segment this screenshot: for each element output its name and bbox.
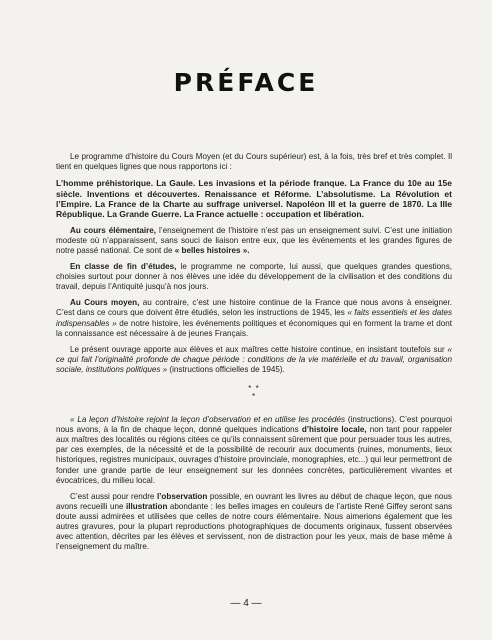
elementaire-text: l’enseignement de l’histoire n’est pas un enseignement suivi. C’est une initiation modeste où n’apparaissent, sans souci de liaison entre eux, que les événements et les grandes figures de notre passé national. Ce sont de	[56, 225, 452, 255]
observation-text-2: possible, en ouvrant les livres au début de chaque leçon, que nous avons recueilli une	[56, 491, 452, 511]
observation-bold-1: l’observation	[156, 491, 208, 501]
fin-etudes-text: le programme ne comporte, lui aussi, que quelques grandes questions, choisies surtout pour donner à nos élèves une idée du développement de la civilisation et des conditions du travail, depuis l’Antiquité jusqu’à nos jours.	[56, 262, 452, 292]
moyen-lead: Au Cours moyen,	[70, 298, 140, 308]
fin-etudes-paragraph	[56, 262, 452, 292]
moyen-quote: « faits essentiels et les dates indispensables »	[56, 308, 452, 328]
elementaire-emph: « belles histoires ».	[174, 246, 250, 255]
lecon-text-1: (instructions). C’est pourquoi nous avons, à la fin de chaque leçon, donné quelques indications	[56, 415, 452, 435]
present-text-2: (instructions officielles de 1945).	[167, 364, 285, 374]
observation-text-1: C’est aussi pour rendre	[70, 491, 157, 501]
elementaire-paragraph	[56, 226, 452, 256]
text-body	[56, 152, 452, 558]
intro-paragraph: Le programme d’histoire du Cours Moyen (et du Cours supérieur) est, à la fois, très bref et très complet. Il tient en quelques lignes que nous rapportons ici :	[56, 152, 452, 172]
lecon-bold: d’histoire locale,	[301, 425, 367, 435]
page-number: — 4 —	[230, 598, 262, 609]
program-list: L’homme préhistorique. La Gaule. Les invasions et la période franque. La France du 10e au 15e siècle. Inventions et découvertes. Renaissance et Réforme. L’absolutisme. La Révolution et l’Empire. La France de la Charte au suffrage universel. Napoléon III et la guerre de 1870. La IIIe République. La Grande Guerre. La France actuelle : occupation et libération.	[56, 178, 452, 220]
lecon-quote: « La leçon d’histoire rejoint la leçon d’observation et en utilise les procédés	[70, 415, 346, 425]
page-title: PRÉFACE	[173, 68, 319, 97]
lecon-paragraph	[56, 415, 452, 486]
observation-text-3: abondante : les belles images en couleurs de l’artiste René Giffey seront sans doute aussi admirées et utilisées que celles de notre cours élémentaire. Nous aimerions également que les autres gravures, pour la plupart reproductions photographiques de documents originaux, fussent observées avec attention, décrites par les élèves et servissent, non de distraction pour les yeux, mais de base même à l’enseignement du maître.	[56, 501, 452, 552]
lecon-text-2: non tant pour rappeler aux maîtres des localités ou régions citées ce qu’ils connaissent sûrement que pour persuader tous les autres, par ces exemples, de la nécessité et de la possibilité de recourir aux documents (ruines, monuments, lieux historiques, registres municipaux, ouvrages d’histoire provinciale, monographies, etc...) qui leur permettront de fonder une grande partie de leur enseignement sur les données concrètes, particulièrement vivantes et évocatrices, du milieu local.	[56, 425, 452, 485]
observation-paragraph	[56, 492, 452, 553]
moyen-text-2: de notre histoire, les événements politiques et économiques qui en forment la trame et dont la connaissance est nécessaire à de jeunes Français.	[56, 318, 452, 338]
present-text-1: Le présent ouvrage apporte aux élèves et aux maîtres cette histoire continue, en insistant toutefois sur	[70, 344, 448, 354]
fin-etudes-lead: En classe de fin d’études,	[70, 262, 177, 272]
present-quote: « ce qui fait l’originalité profonde de chaque période : conditions de la vie matérielle et du travail, organisation sociale, institutions politiques »	[56, 344, 452, 374]
present-paragraph	[56, 345, 452, 375]
observation-bold-2: illustration	[126, 501, 168, 511]
moyen-paragraph	[56, 298, 452, 338]
moyen-text-1: au contraire, c’est une histoire continue de la France que nous avons à enseigner. C’est dans ce cours que doivent être étudiés, selon les instructions de 1945, les	[56, 298, 452, 318]
elementaire-lead: Au cours élémentaire,	[70, 225, 157, 235]
asterism-divider: * * *	[248, 384, 260, 402]
